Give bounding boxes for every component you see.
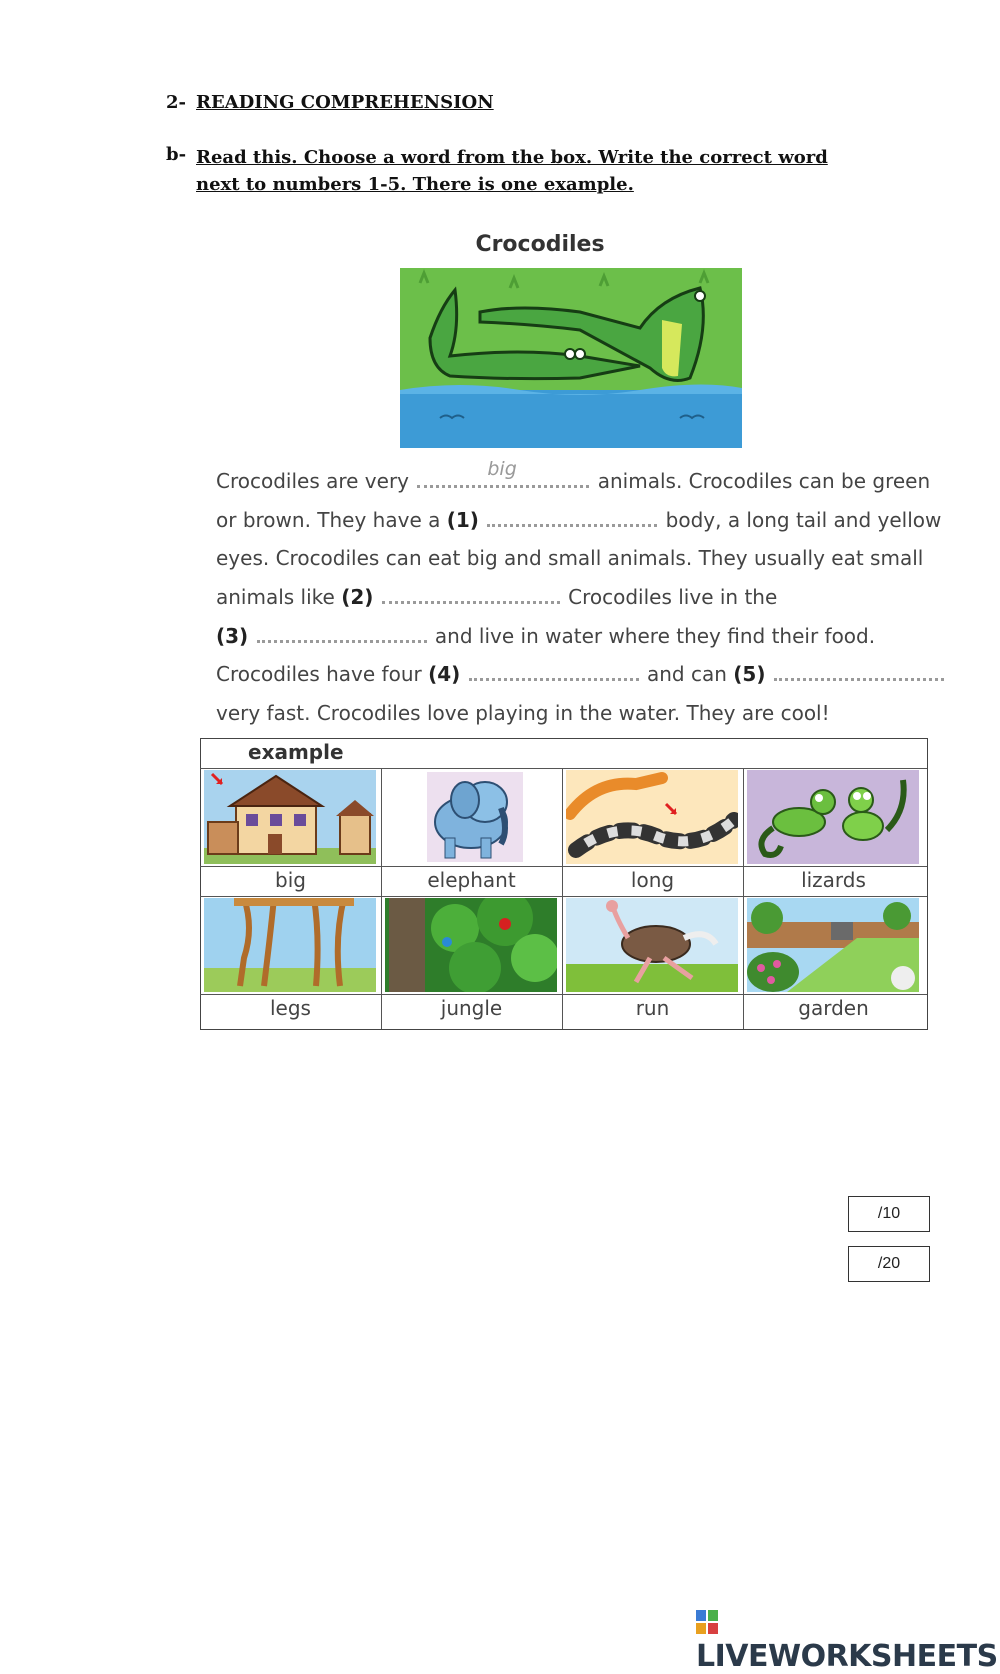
story-line-3 (216, 539, 936, 578)
section-title: READING COMPREHENSION (196, 92, 494, 113)
story-text-segment: or brown. They have a (216, 507, 441, 532)
house-picture (204, 770, 376, 864)
blank-number-2: (2) (341, 585, 374, 610)
crocodiles-illustration (400, 268, 742, 448)
legs-picture (204, 898, 376, 992)
blank-number-4: (4) (428, 662, 461, 687)
instruction-letter: b- (166, 144, 187, 165)
brand-text: LIVEWORKSHEETS (696, 1639, 998, 1674)
garden-picture (747, 898, 919, 992)
word-label: big (275, 868, 306, 892)
word-label: long (630, 868, 675, 892)
story-text-segment: Crocodiles are very (216, 469, 410, 493)
grid-line (200, 768, 927, 769)
score-box-20: /20 (848, 1246, 930, 1282)
long-tail-picture (566, 770, 738, 864)
grid-line (381, 768, 382, 1029)
story-line-6 (216, 655, 936, 694)
story-text-segment: eyes. Crocodiles can eat big and small animals. They usually eat small (216, 546, 924, 571)
grid-line (200, 896, 927, 897)
story-text-segment: animals. Crocodiles can be green (597, 469, 931, 493)
word-label: jungle (440, 996, 503, 1020)
instruction-text: Read this. Choose a word from the box. Write the correct word next to numbers 1-5. There is one example. (196, 147, 828, 195)
story-line-4 (216, 578, 936, 617)
logo-grid-icon (696, 1610, 718, 1634)
example-answer: big (487, 458, 517, 480)
story-text-segment: Crocodiles have four (216, 662, 422, 687)
blank-number-5: (5) (733, 662, 766, 687)
word-label: garden (798, 996, 869, 1020)
story-line-7 (216, 694, 936, 733)
answer-blank-5[interactable] (774, 664, 944, 681)
grid-line (562, 768, 563, 1029)
section-number: 2- (166, 92, 186, 113)
story-text-segment: animals like (216, 585, 335, 610)
story-text-segment: and live in water where they find their food. (434, 623, 876, 648)
example-blank (415, 458, 591, 501)
story-text-segment: body, a long tail and yellow (665, 507, 942, 532)
answer-blank-2[interactable] (382, 587, 560, 604)
blank-number-1: (1) (446, 507, 479, 532)
running-ostrich-picture (566, 898, 738, 992)
story-title: Crocodiles (475, 232, 605, 257)
answer-blank-4[interactable] (469, 664, 639, 681)
answer-blank-1[interactable] (487, 510, 657, 527)
story-line-1 (216, 458, 936, 501)
word-label: run (635, 996, 670, 1020)
blank-number-3: (3) (216, 623, 249, 648)
grid-line (743, 768, 744, 1029)
liveworksheets-logo (696, 1604, 1000, 1674)
story-text-segment: very fast. Crocodiles love playing in the water. They are cool! (216, 701, 830, 726)
word-label: lizards (801, 868, 866, 892)
word-label: elephant (427, 868, 516, 892)
story-text (216, 458, 942, 733)
grid-line (200, 994, 927, 995)
grid-line (200, 866, 927, 867)
story-line-2 (216, 501, 942, 540)
lizards-picture (747, 770, 919, 864)
story-text-segment: Crocodiles live in the (568, 585, 778, 610)
answer-blank-3[interactable] (257, 626, 427, 643)
word-label: legs (270, 996, 311, 1020)
word-box-label: example (248, 740, 344, 764)
story-line-5 (216, 617, 936, 656)
elephant-picture (385, 770, 557, 864)
score-box-10: /10 (848, 1196, 930, 1232)
jungle-picture (385, 898, 557, 992)
story-text-segment: and can (647, 662, 727, 687)
